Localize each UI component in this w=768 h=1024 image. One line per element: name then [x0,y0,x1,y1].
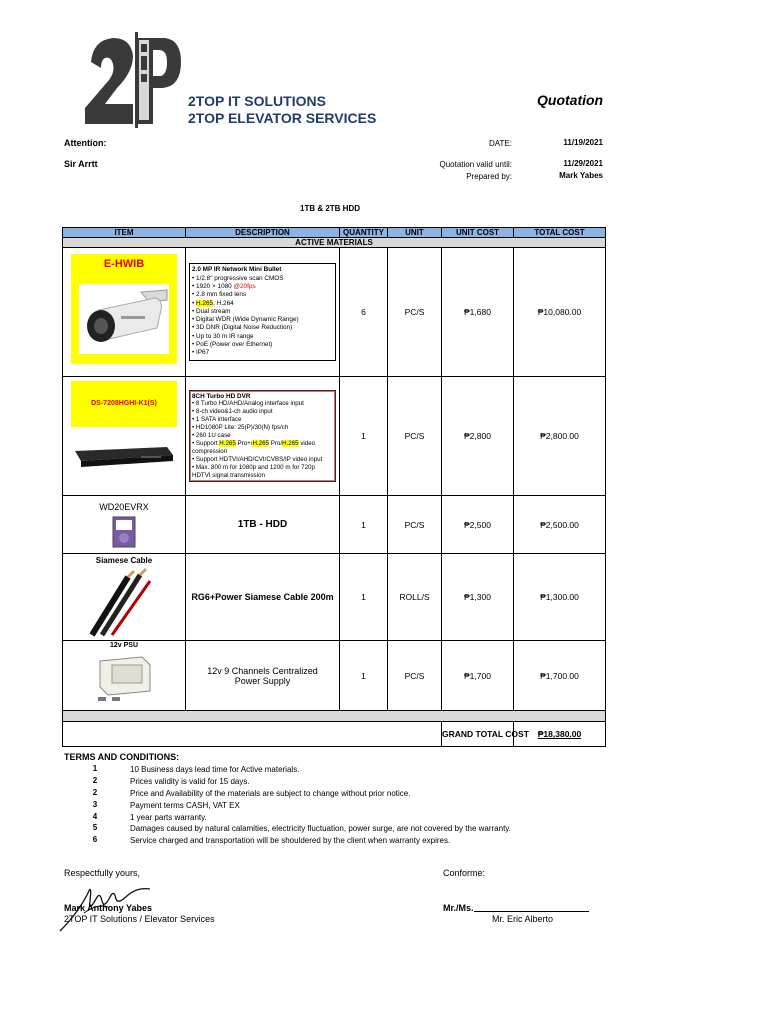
quantity-cell: 1 [340,641,388,711]
item-label-dvr: DS-7208HGHI-K1(S) [71,381,177,427]
quotation-subject: 1TB & 2TB HDD [300,204,361,213]
unit-cost-cell: ₱2,800 [442,377,514,496]
grand-total-row [63,722,606,747]
conforme-label: Conforme: [443,868,486,878]
header-description: DESCRIPTION [186,228,340,238]
date-label: DATE: [489,139,512,148]
spec-line: • Support HDTVI/AHD/CVI/CVBS/IP video input [192,455,323,463]
signer-organization: 2TOP IT Solutions / Elevator Services [64,914,215,924]
section-active-materials: ACTIVE MATERIALS [63,238,606,248]
attention-label: Attention: [64,138,107,148]
description-cell: 12v 9 Channels Centralized Power Supply [186,641,340,711]
unit-cell: PC/S [388,248,442,377]
unit-cost-cell: ₱1,680 [442,248,514,377]
spec-line: • Up to 30 m IR range [192,332,254,340]
total-cost-cell: ₱1,700.00 [514,641,606,711]
total-cost-cell: ₱2,500.00 [514,496,606,554]
table-row [63,248,606,377]
attention-name: Sir Arrtt [64,159,98,169]
dvr-spec-box [189,390,336,483]
spec-line: • 260 1U case [192,432,231,440]
header-quantity: QUANTITY [340,228,388,238]
header-item: ITEM [63,228,186,238]
term-number: 4 [92,812,98,821]
term-number: 2 [92,788,98,797]
spec-line: • HD1080P Lite: 25(P)/30(N) fps/ch [192,424,289,432]
spec-line: • PoE (Power over Ethernet) [192,341,273,349]
date-value: 11/19/2021 [563,138,603,147]
grand-total-value: ₱18,380.00 [514,722,606,747]
client-name: Mr. Eric Alberto [492,914,554,924]
term-text: 10 Business days lead time for Active materials. [130,765,300,774]
term-text: Service charged and transportation will be shouldered by the client when warranty expires. [130,836,451,845]
header-unit: UNIT [388,228,442,238]
spec-line: • 1920 × 1080 @20fps [192,282,256,290]
item-cell [63,496,186,554]
item-cell [63,641,186,711]
camera-spec-title: 2.0 MP IR Network Mini Bullet [192,266,282,274]
spec-line: • 3D DNR (Digital Noise Reduction) [192,324,293,332]
total-cost-cell: ₱10,080.00 [514,248,606,377]
section-row [63,238,606,248]
spec-line: • Max. 800 m for 1080p and 1200 m for 720p HDTVI signal transmission [192,463,315,479]
bullet-camera-image [71,274,177,364]
item-label-cable: Siamese Cable [95,556,153,565]
valid-until-value: 11/29/2021 [563,159,603,168]
grand-total-label: GRAND TOTAL COST [442,722,514,747]
spec-line: • 1/2.8" progressive scan CMOS [192,274,284,282]
hdd-image [112,516,136,548]
spec-line: • IP67 [192,349,210,357]
document-title: Quotation [537,92,604,108]
prepared-by-value: Mark Yabes [559,171,603,180]
term-number: 3 [92,800,98,809]
item-cell [63,248,186,377]
term-text: Payment terms CASH, VAT EX [130,801,240,810]
quotation-table [62,227,606,747]
description-cell [186,377,340,496]
description-cell [186,248,340,377]
signer-name: Mark Anthony Yabes [64,903,153,913]
psu-image [92,651,156,703]
spacer-row [63,711,606,722]
item-cell [63,377,186,496]
item-label-e-hwib: E-HWIB [71,254,177,274]
dvr-spec-title: 8CH Turbo HD DVR [192,392,251,400]
term-number: 1 [92,764,98,773]
term-number: 5 [92,823,98,832]
quantity-cell: 1 [340,554,388,641]
quantity-cell: 1 [340,496,388,554]
valid-until-label: Quotation valid until: [439,160,512,169]
table-row [63,554,606,641]
spec-line: • Digital WDR (Wide Dynamic Range) [192,316,299,324]
spec-line: • Dual stream [192,307,231,315]
unit-cost-cell: ₱2,500 [442,496,514,554]
spec-line: • 8-ch video&1-ch audio input [192,408,273,416]
mr-ms-label: Mr./Ms. [443,903,474,913]
quantity-cell: 1 [340,377,388,496]
header-unit-cost: UNIT COST [442,228,514,238]
respectfully-text: Respectfully yours, [64,868,141,878]
description-cell: 1TB - HDD [186,496,340,554]
term-number: 2 [92,776,98,785]
dvr-device-image [71,431,177,477]
term-number: 6 [92,835,98,844]
item-label-psu: 12v PSU [109,642,139,649]
spec-line: • 2.8 mm fixed lens [192,291,247,299]
term-text: Prices validity is valid for 15 days. [130,777,250,786]
total-cost-cell: ₱2,800.00 [514,377,606,496]
company-logo [83,32,183,128]
unit-cell: PC/S [388,641,442,711]
description-cell: RG6+Power Siamese Cable 200m [186,554,340,641]
unit-cell: PC/S [388,377,442,496]
term-text: Price and Availability of the materials are subject to change without prior notice. [130,789,411,798]
spec-line: • 8 Turbo HD/AHD/Analog interface input [192,400,304,408]
table-header-row [63,228,606,238]
signature-line [474,911,589,912]
total-cost-cell: ₱1,300.00 [514,554,606,641]
table-row [63,377,606,496]
item-label-hdd: WD20EVRX [99,502,149,512]
siamese-cable-image [84,567,164,637]
item-cell [63,554,186,641]
unit-cost-cell: ₱1,700 [442,641,514,711]
unit-cell: ROLL/S [388,554,442,641]
spec-line: • Support H.265 Pro+/H.265 Pro/H.265 video compression [192,439,316,455]
term-text: Damages caused by natural calamities, electricity fluctuation, power surge, are not covered by the warranty. [130,824,511,833]
header-total-cost: TOTAL COST [514,228,606,238]
company-name-it: 2TOP IT SOLUTIONS [188,93,326,109]
company-name-elevator: 2TOP ELEVATOR SERVICES [188,110,377,126]
table-row [63,496,606,554]
spec-line: • H.265, H.264 [192,299,234,307]
quantity-cell: 6 [340,248,388,377]
unit-cell: PC/S [388,496,442,554]
terms-title: TERMS AND CONDITIONS: [64,752,180,762]
spec-line: • 1 SATA interface [192,416,242,424]
table-row [63,641,606,711]
term-text: 1 year parts warranty. [130,813,207,822]
unit-cost-cell: ₱1,300 [442,554,514,641]
prepared-by-label: Prepared by: [466,172,512,181]
camera-spec-box [189,263,336,360]
